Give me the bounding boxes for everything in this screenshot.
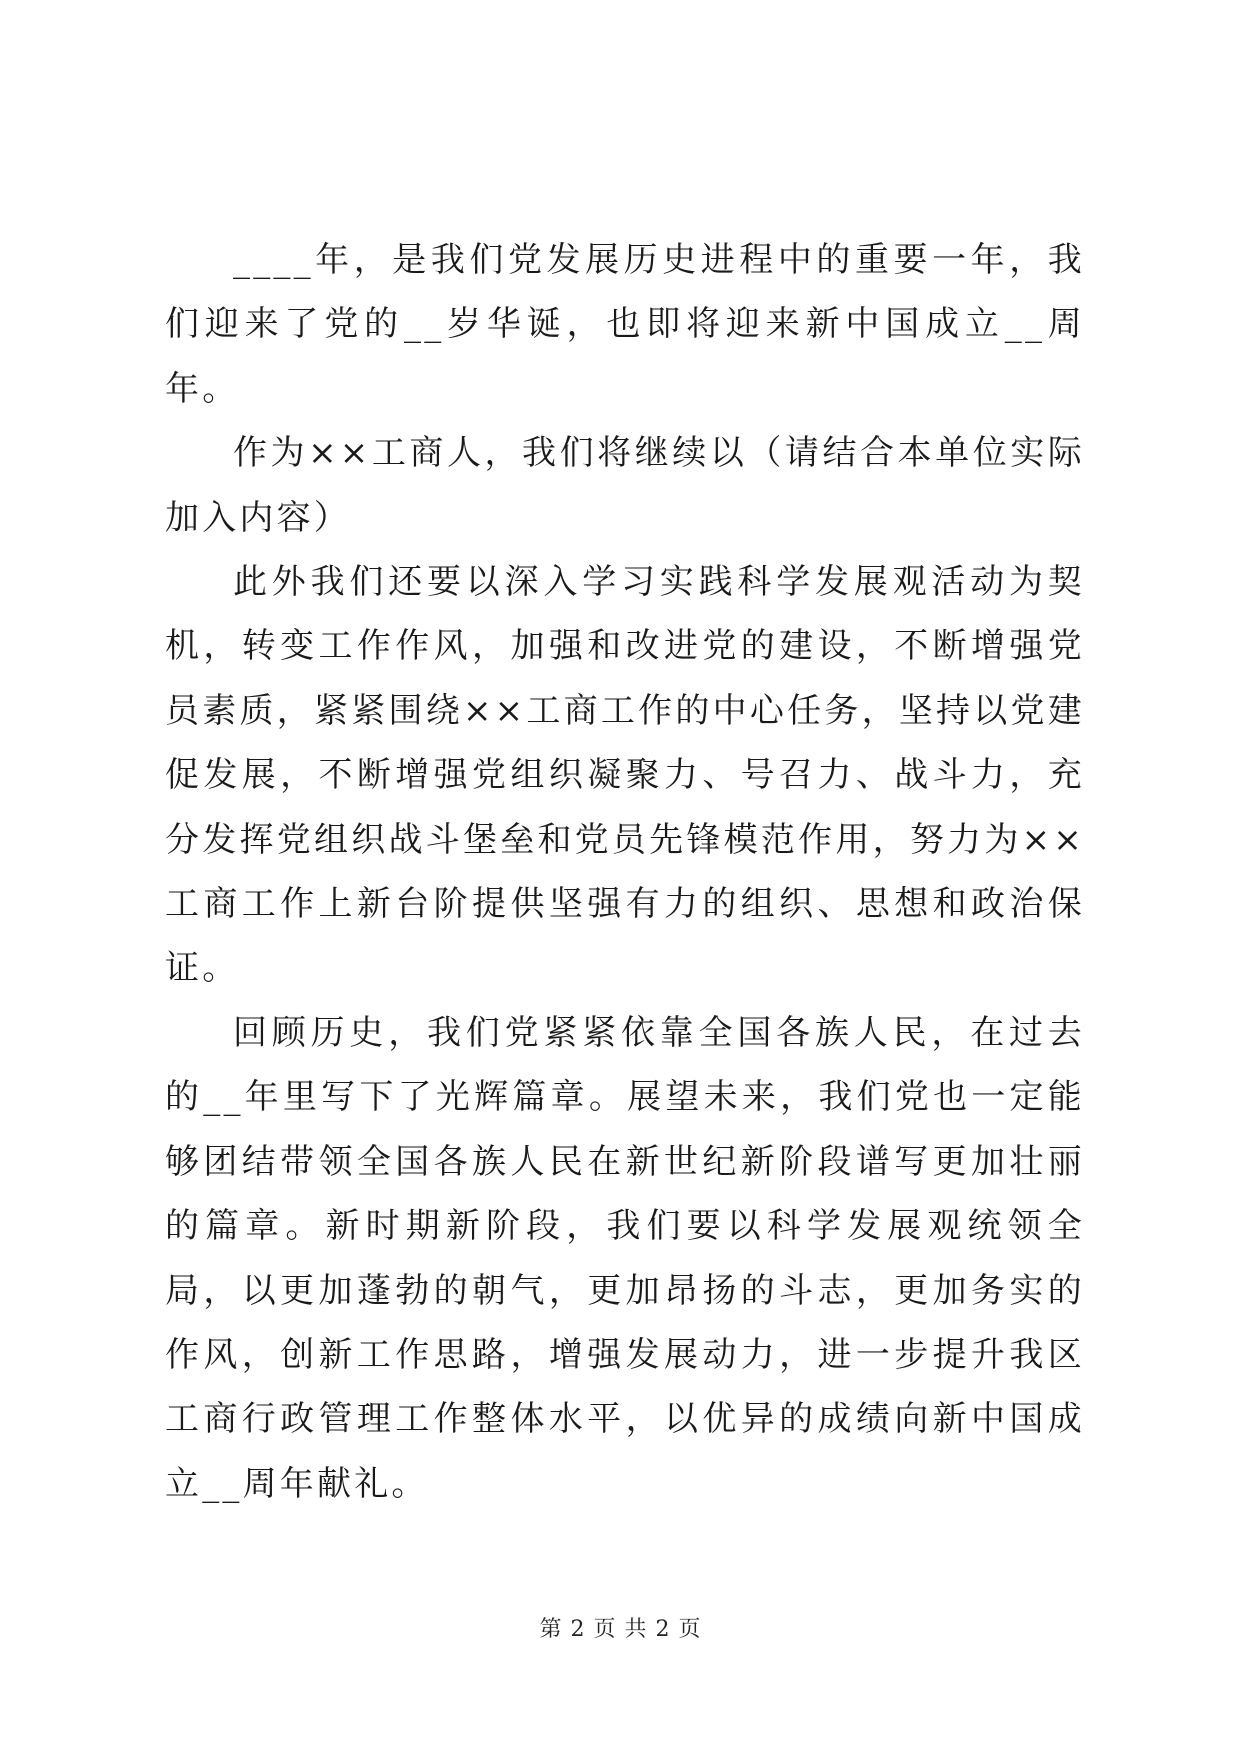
document-body — [165, 228, 1085, 1516]
page-number-footer: 第 2 页 共 2 页 — [539, 1617, 702, 1642]
paragraph-2: 作为××工商人，我们将继续以（请结合本单位实际加入内容） — [165, 433, 1085, 538]
paragraph-4: 回顾历史，我们党紧紧依靠全国各族人民，在过去的__年里写下了光辉篇章。展望未来，我们党也一定能够团结带领全国各族人民在新世纪新阶段谱写更加壮丽的篇章。新时期新阶段，我们要以科学发展观统领全局，以更加蓬勃的朝气，更加昂扬的斗志，更加务实的作风，创新工作思路，增强发展动力，进一步提升我区工商行政管理工作整体水平，以优异的成绩向新中国成立__周年献礼。 — [165, 1012, 1085, 1504]
paragraph-3: 此外我们还要以深入学习实践科学发展观活动为契机，转变工作作风，加强和改进党的建设，不断增强党员素质，紧紧围绕××工商工作的中心任务，坚持以党建促发展，不断增强党组织凝聚力、号召力、战斗力，充分发挥党组织战斗堡垒和党员先锋模范作用，努力为××工商工作上新台阶提供坚强有力的组织、思想和政治保证。 — [165, 562, 1085, 989]
paragraph-1: ____年，是我们党发展历史进程中的重要一年，我们迎来了党的__岁华诞，也即将迎来新中国成立__周年。 — [165, 240, 1085, 409]
